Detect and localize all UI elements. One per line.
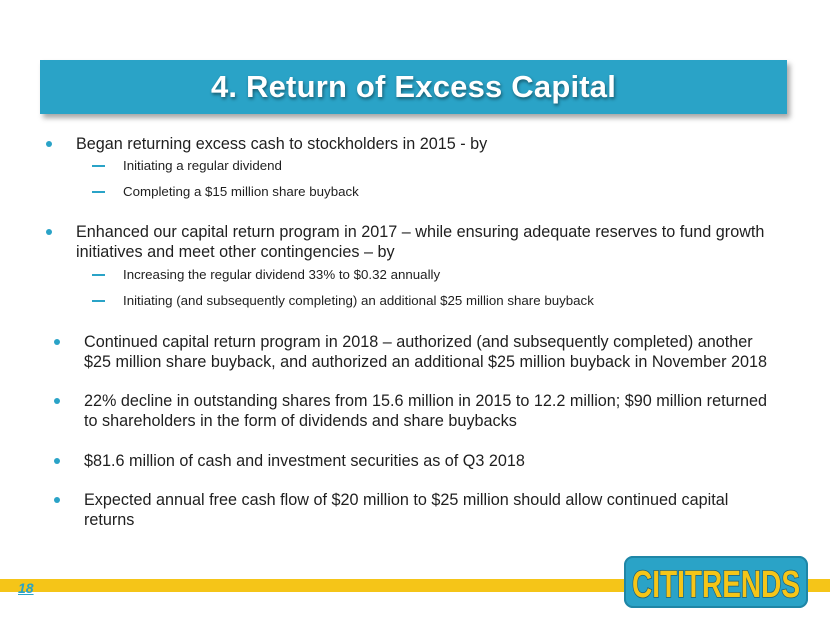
sub-bullet-item (92, 267, 440, 283)
sub-bullet-item (92, 158, 282, 174)
bullet-item (54, 451, 794, 471)
sub-bullet-item (92, 184, 359, 200)
bullet-text (84, 332, 767, 372)
sub-bullet-item (92, 293, 594, 309)
dash-icon (92, 191, 105, 193)
dash-icon (92, 300, 105, 302)
logo-text: CITITRENDS (632, 564, 800, 604)
bullet-text-line: initiatives and meet other contingencies – by (76, 243, 395, 261)
dash-icon (92, 165, 105, 167)
bullet-text (84, 391, 767, 431)
bullet-text-line: $25 million share buyback, and authorized an additional $25 million buyback in November 2018 (84, 353, 767, 371)
page-number: 18 (18, 580, 34, 596)
bullet-icon (54, 398, 60, 404)
bullet-item (54, 332, 794, 372)
sub-bullet-text: Completing a $15 million share buyback (123, 184, 359, 199)
bullet-text: Began returning excess cash to stockholders in 2015 - by (76, 135, 488, 153)
bullet-text: $81.6 million of cash and investment securities as of Q3 2018 (84, 452, 525, 470)
sub-bullet-text: Initiating a regular dividend (123, 158, 282, 173)
logo-wordmark (628, 560, 804, 604)
bullet-text-line: Enhanced our capital return program in 2017 – while ensuring adequate reserves to fund growth (76, 223, 765, 241)
bullet-item (54, 391, 794, 431)
title-banner (40, 60, 787, 114)
bullet-item (46, 134, 786, 154)
bullet-item (54, 490, 794, 530)
bullet-text-line: Continued capital return program in 2018 – authorized (and subsequently completed) another (84, 333, 753, 351)
citi-trends-logo (624, 556, 808, 608)
sub-bullet-text: Initiating (and subsequently completing) an additional $25 million share buyback (123, 293, 594, 308)
sub-bullet-text: Increasing the regular dividend 33% to $0.32 annually (123, 267, 441, 282)
bullet-item (46, 222, 786, 262)
bullet-icon (46, 229, 52, 235)
bullet-icon (54, 339, 60, 345)
bullet-text-line: returns (84, 511, 135, 529)
bullet-text-line: 22% decline in outstanding shares from 15.6 million in 2015 to 12.2 million; $90 million returned (84, 392, 767, 410)
slide-title: 4. Return of Excess Capital (210, 69, 617, 104)
bullet-icon (54, 458, 60, 464)
bullet-text (84, 490, 728, 530)
bullet-text (76, 222, 764, 262)
bullet-text-line: to shareholders in the form of dividends and share buybacks (84, 412, 517, 430)
bullet-icon (46, 141, 52, 147)
dash-icon (92, 274, 105, 276)
bullet-icon (54, 497, 60, 503)
bullet-text-line: Expected annual free cash flow of $20 million to $25 million should allow continued capital (84, 491, 729, 509)
